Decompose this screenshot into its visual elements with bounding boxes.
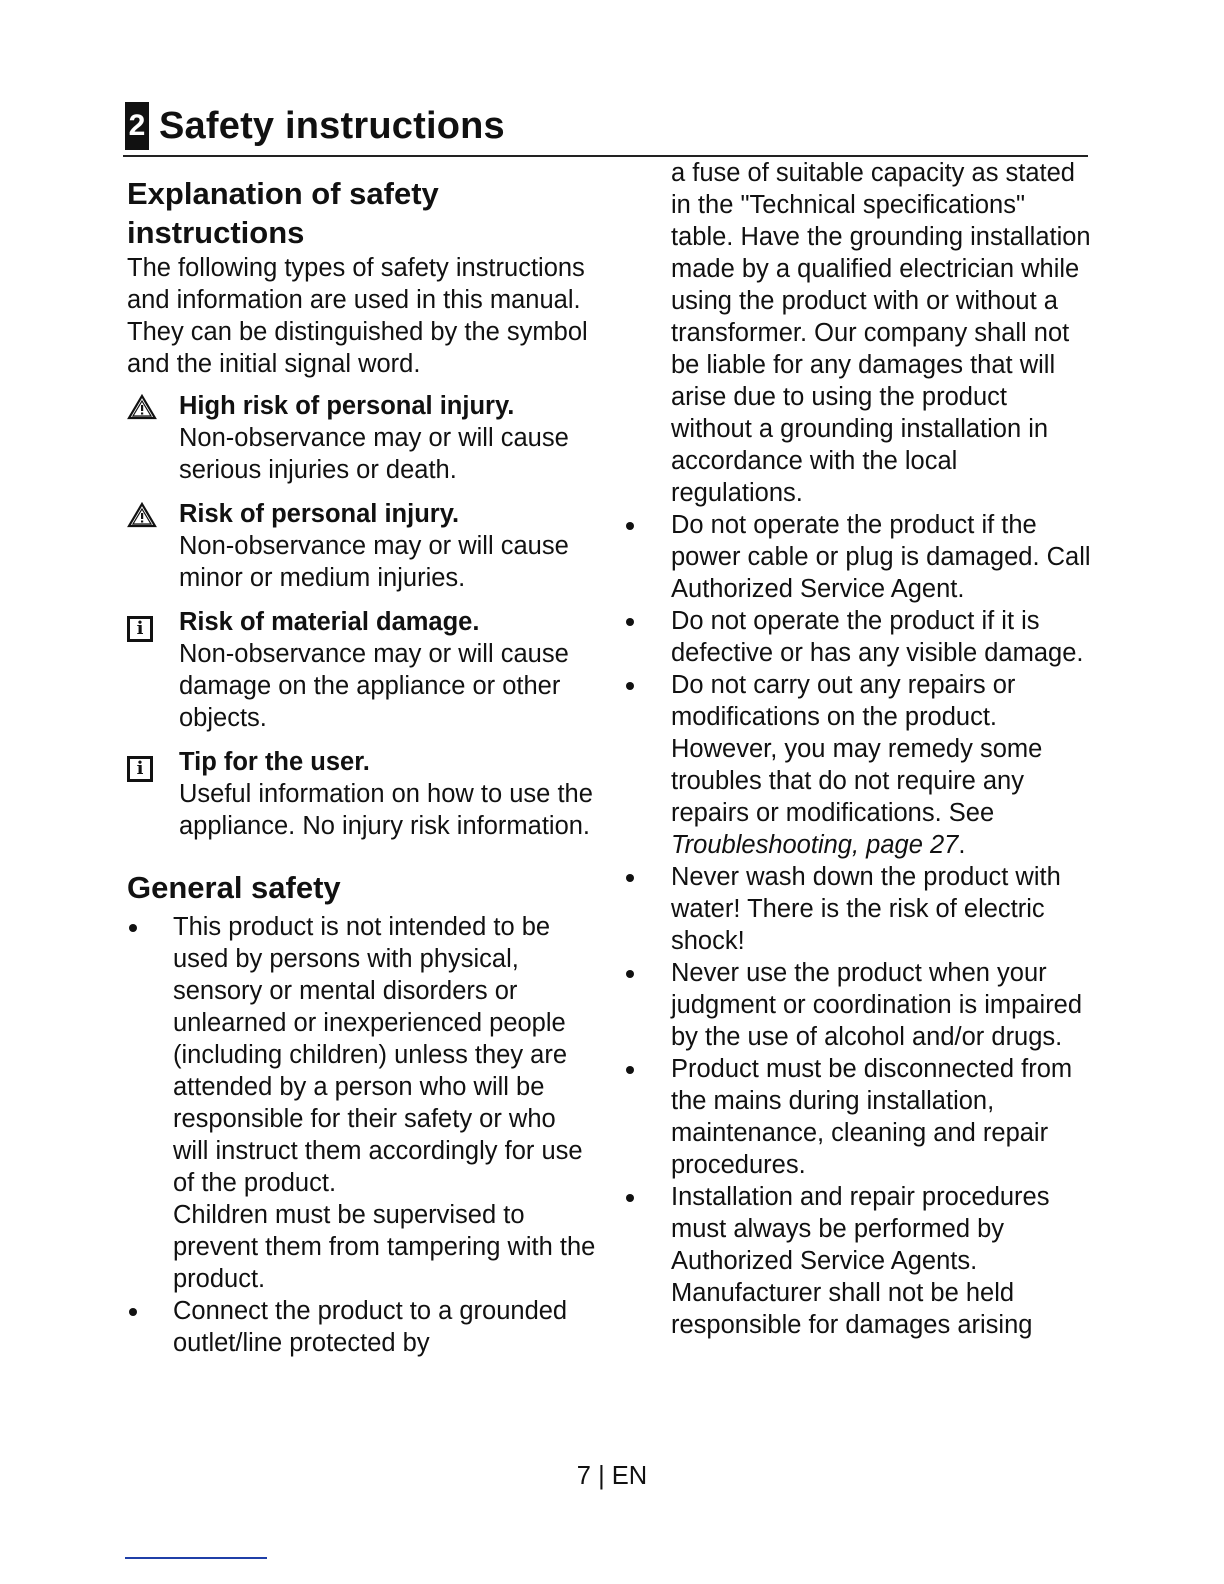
warning-triangle-icon <box>127 390 179 486</box>
symbol-text: Non-observance may or will cause serious injuries or death. <box>179 424 569 484</box>
list-item: Do not operate the product if it is defective or has any visible damage. <box>622 605 1092 669</box>
info-box-icon: i <box>127 756 153 782</box>
explanation-heading: Explanation of safety instructions <box>127 176 439 250</box>
explanation-intro: The following types of safety instructions and information are used in this manual. They can be distinguished by the symbol and the initial signal word. <box>127 254 588 378</box>
symbol-title: High risk of personal injury. <box>179 392 515 420</box>
warning-triangle-icon <box>127 498 179 594</box>
symbol-text: Useful information on how to use the appliance. No injury risk information. <box>179 780 593 840</box>
list-item: This product is not intended to be used by persons with physical, sensory or mental disorders or unlearned or inexperienced people (including children) unless they are attended by a person who will be responsible for their safety or who will instruct them accordingly for use of the product. Children must be supervised to prevent them from tampering with the product. <box>127 911 597 1295</box>
footnote-divider <box>125 1557 267 1559</box>
chapter-header <box>125 102 505 150</box>
list-item: Do not carry out any repairs or modifications on the product. However, you may remedy some troubles that do not require any repairs or modifications. See Troubleshooting, page 27. <box>622 669 1092 861</box>
list-item-note: Children must be supervised to prevent them from tampering with the product. <box>173 1201 596 1293</box>
left-column <box>127 174 597 1359</box>
footer-separator: | <box>598 1462 605 1490</box>
language-code: EN <box>611 1462 648 1490</box>
symbol-risk <box>127 498 597 594</box>
symbol-title: Risk of personal injury. <box>179 500 460 528</box>
page-number: 7 <box>576 1462 591 1490</box>
symbol-material-damage <box>127 606 597 734</box>
list-item-continuation: a fuse of suitable capacity as stated in the "Technical specifications" table. Have the grounding installation made by a qualified electrician while using the product with or without a transformer. Our company shall not be liable for any damages that will arise due to using the product without a grounding installation in accordance with the local regulations. <box>671 159 1091 507</box>
chapter-title: Safety instructions <box>159 104 505 147</box>
right-column <box>622 157 1092 1341</box>
general-safety-list-continued <box>622 509 1092 1341</box>
list-item: Connect the product to a grounded outlet/line protected by <box>127 1295 597 1359</box>
troubleshooting-reference[interactable]: Troubleshooting, page 27 <box>671 831 959 859</box>
list-item: Do not operate the product if the power cable or plug is damaged. Call Authorized Service Agent. <box>622 509 1092 605</box>
symbol-text: Non-observance may or will cause minor or medium injuries. <box>179 532 569 592</box>
page-footer <box>0 1460 1224 1492</box>
list-item: Never wash down the product with water! There is the risk of electric shock! <box>622 861 1092 957</box>
general-safety-list <box>127 911 597 1359</box>
symbol-title: Risk of material damage. <box>179 608 480 636</box>
list-item: Never use the product when your judgment or coordination is impaired by the use of alcohol and/or drugs. <box>622 957 1092 1053</box>
symbol-text: Non-observance may or will cause damage on the appliance or other objects. <box>179 640 569 732</box>
list-item: Product must be disconnected from the mains during installation, maintenance, cleaning and repair procedures. <box>622 1053 1092 1181</box>
list-item: Installation and repair procedures must always be performed by Authorized Service Agents. Manufacturer shall not be held responsible for damages arising <box>622 1181 1092 1341</box>
chapter-number: 2 <box>125 102 149 150</box>
general-safety-heading: General safety <box>127 870 341 905</box>
info-box-icon: i <box>127 616 153 642</box>
symbol-title: Tip for the user. <box>179 748 370 776</box>
symbol-tip <box>127 746 597 842</box>
symbol-high-risk <box>127 390 597 486</box>
